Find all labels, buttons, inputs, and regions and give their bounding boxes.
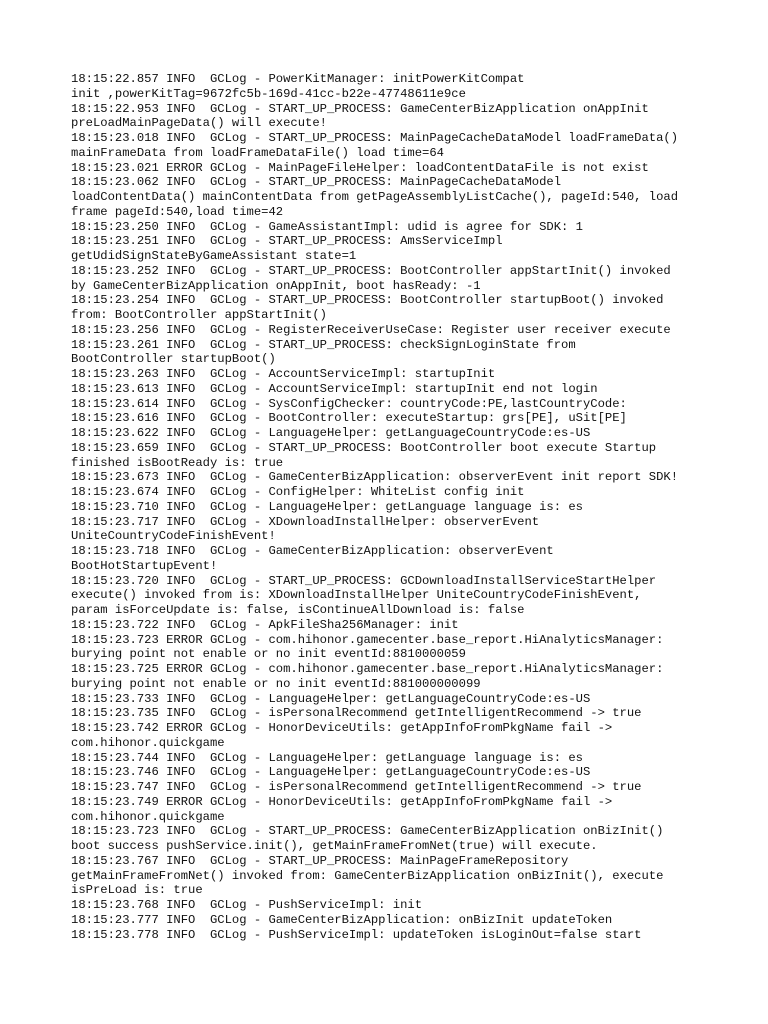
log-line: 18:15:23.263 INFO GCLog - AccountServiceImpl: startupInit [71,367,496,381]
log-line: 18:15:22.857 INFO GCLog - PowerKitManager: initPowerKitCompat [71,72,525,86]
log-line: preLoadMainPageData() will execute! [71,116,327,131]
log-line: 18:15:23.744 INFO GCLog - LanguageHelper: getLanguage language is: es [71,750,583,765]
log-line: param isForceUpdate is: false, isContinueAllDownload is: false [71,603,525,617]
log-line: 18:15:23.746 INFO GCLog - LanguageHelper: getLanguageCountryCode:es-US [71,765,591,780]
log-line: 18:15:23.747 INFO GCLog - isPersonalRecommend getIntelligentRecommend -> true [71,780,642,794]
log-line: BootHotStartupEvent! [71,558,218,573]
log-line: 18:15:23.261 INFO GCLog - START_UP_PROCESS: checkSignLoginState from [71,337,576,352]
log-line: 18:15:23.768 INFO GCLog - PushServiceImpl: init [71,898,423,912]
log-line: 18:15:23.673 INFO GCLog - GameCenterBizApplication: observerEvent init report SDK! [71,470,679,485]
log-line: 18:15:23.256 INFO GCLog - RegisterReceiverUseCase: Register user receiver execute [71,322,671,337]
log-line: 18:15:23.062 INFO GCLog - START_UP_PROCESS: MainPageCacheDataModel [71,175,562,190]
log-line: getMainFrameFromNet() invoked from: GameCenterBizApplication onBizInit(), execute [71,868,664,883]
log-line: execute() invoked from is: XDownloadInstallHelper UniteCountryCodeFinishEvent, [71,588,642,603]
log-line: 18:15:23.251 INFO GCLog - START_UP_PROCESS: AmsServiceImpl [71,234,503,249]
log-line: 18:15:23.616 INFO GCLog - BootController: executeStartup: grs[PE], uSit[PE] [71,411,627,426]
log-line: BootController startupBoot() [71,352,276,367]
log-line: frame pageId:540,load time=42 [71,204,284,219]
log-line: 18:15:23.250 INFO GCLog - GameAssistantImpl: udid is agree for SDK: 1 [71,219,583,234]
log-line: init ,powerKitTag=9672fc5b-169d-41cc-b22e-47748611e9ce [71,86,466,101]
log-line: loadContentData() mainContentData from getPageAssemblyListCache(), pageId:540, load [71,190,679,204]
log-document [71,72,711,942]
log-line: com.hihonor.quickgame [71,809,225,824]
log-line: 18:15:23.252 INFO GCLog - START_UP_PROCESS: BootController appStartInit() invoked [71,263,671,278]
log-line: boot success pushService.init(), getMainFrameFromNet(true) will execute. [71,839,598,853]
log-line: 18:15:23.735 INFO GCLog - isPersonalRecommend getIntelligentRecommend -> true [71,706,642,721]
log-line: 18:15:22.953 INFO GCLog - START_UP_PROCESS: GameCenterBizApplication onAppInit [71,101,649,116]
log-line: 18:15:23.723 INFO GCLog - START_UP_PROCESS: GameCenterBizApplication onBizInit() [71,824,664,839]
log-line: burying point not enable or no init eventId:8810000059 [71,647,466,662]
log-line: 18:15:23.614 INFO GCLog - SysConfigChecker: countryCode:PE,lastCountryCode: [71,396,627,411]
log-line: 18:15:23.742 ERROR GCLog - HonorDeviceUtils: getAppInfoFromPkgName fail -> [71,721,613,735]
log-line: 18:15:23.021 ERROR GCLog - MainPageFileHelper: loadContentDataFile is not exist [71,160,649,175]
log-line: mainFrameData from loadFrameDataFile() load time=64 [71,145,444,160]
log-line: UniteCountryCodeFinishEvent! [71,529,276,544]
log-line: 18:15:23.749 ERROR GCLog - HonorDeviceUtils: getAppInfoFromPkgName fail -> [71,794,613,809]
log-line: 18:15:23.723 ERROR GCLog - com.hihonor.gamecenter.base_report.HiAnalyticsManager: [71,632,664,647]
log-line: 18:15:23.722 INFO GCLog - ApkFileSha256Manager: init [71,617,459,632]
log-line: 18:15:23.717 INFO GCLog - XDownloadInstallHelper: observerEvent [71,514,540,529]
log-line: 18:15:23.613 INFO GCLog - AccountServiceImpl: startupInit end not login [71,381,598,396]
log-line: 18:15:23.725 ERROR GCLog - com.hihonor.gamecenter.base_report.HiAnalyticsManager: [71,662,664,676]
log-line: finished isBootReady is: true [71,455,284,470]
log-line: 18:15:23.674 INFO GCLog - ConfigHelper: WhiteList config init [71,485,525,499]
log-line: 18:15:23.622 INFO GCLog - LanguageHelper: getLanguageCountryCode:es-US [71,426,591,440]
log-line: getUdidSignStateByGameAssistant state=1 [71,249,357,263]
log-line: 18:15:23.659 INFO GCLog - START_UP_PROCESS: BootController boot execute Startup [71,440,657,455]
log-line: 18:15:23.720 INFO GCLog - START_UP_PROCESS: GCDownloadInstallServiceStartHelper [71,573,657,588]
log-line: 18:15:23.733 INFO GCLog - LanguageHelper: getLanguageCountryCode:es-US [71,691,591,706]
log-line: by GameCenterBizApplication onAppInit, boot hasReady: -1 [71,278,481,293]
log-line: 18:15:23.718 INFO GCLog - GameCenterBizApplication: observerEvent [71,544,554,558]
log-line: 18:15:23.254 INFO GCLog - START_UP_PROCESS: BootController startupBoot() invoked [71,293,664,308]
log-line: burying point not enable or no init eventId:881000000099 [71,676,481,691]
log-line: isPreLoad is: true [71,883,203,898]
log-line: 18:15:23.018 INFO GCLog - START_UP_PROCESS: MainPageCacheDataModel loadFrameData() [71,131,679,145]
log-line: 18:15:23.767 INFO GCLog - START_UP_PROCESS: MainPageFrameRepository [71,853,569,868]
log-line: from: BootController appStartInit() [71,308,327,322]
log-line: 18:15:23.710 INFO GCLog - LanguageHelper: getLanguage language is: es [71,499,583,514]
log-line: 18:15:23.778 INFO GCLog - PushServiceImpl: updateToken isLoginOut=false start [71,927,642,942]
log-line: com.hihonor.quickgame [71,735,225,750]
log-line: 18:15:23.777 INFO GCLog - GameCenterBizApplication: onBizInit updateToken [71,912,613,927]
